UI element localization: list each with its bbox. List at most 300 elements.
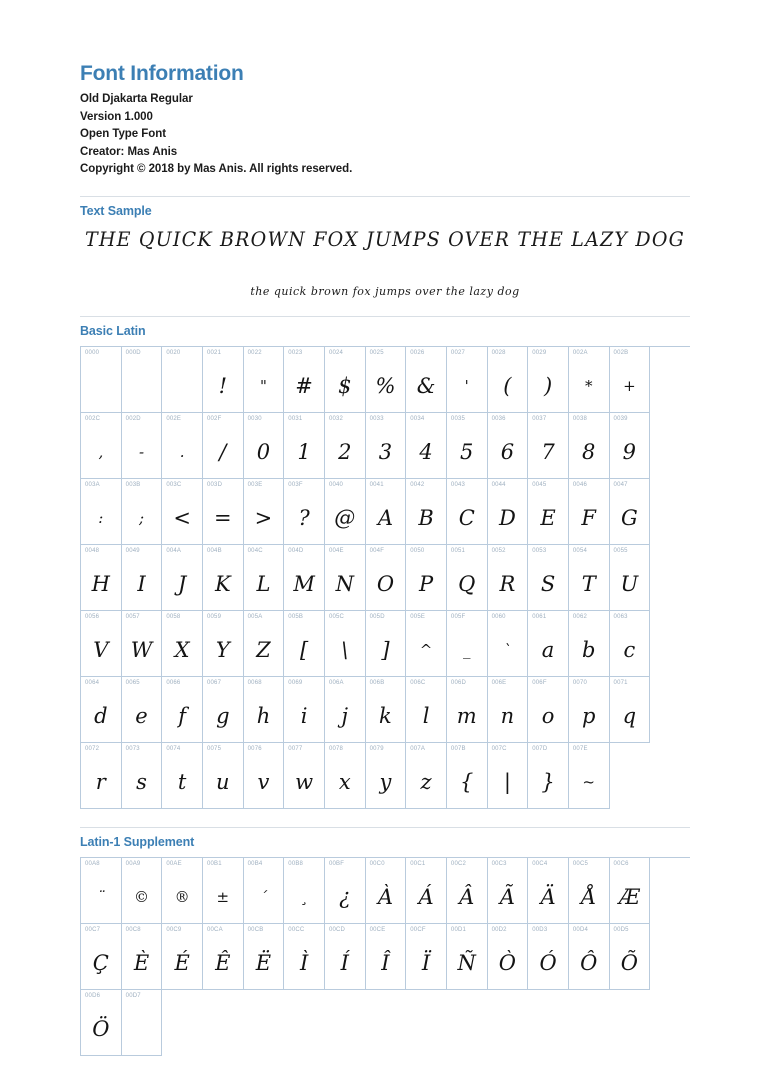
glyph-character <box>122 1007 162 1051</box>
glyph-cell[interactable] <box>284 743 325 809</box>
glyph-codepoint-label: 0072 <box>85 746 100 753</box>
glyph-cell[interactable] <box>488 413 529 479</box>
glyph-codepoint-label: 00D5 <box>613 927 629 934</box>
glyph-character: m <box>456 703 477 728</box>
glyph-cell[interactable] <box>528 677 569 743</box>
glyph-codepoint-label: 0048 <box>85 548 100 555</box>
sample-uppercase-pangram: THE QUICK BROWN FOX JUMPS OVER THE LAZY DOG <box>84 229 685 252</box>
glyph-cell[interactable] <box>447 413 488 479</box>
glyph-codepoint-label: 00D6 <box>85 993 101 1000</box>
glyph-cell[interactable] <box>81 924 122 990</box>
section-title-text-sample: Text Sample <box>80 204 152 219</box>
glyph-codepoint-label: 007E <box>572 746 588 753</box>
glyph-character: Ì <box>299 950 309 975</box>
glyph-codepoint-label: 00C1 <box>410 861 426 868</box>
glyph-cell[interactable] <box>488 545 529 611</box>
glyph-cell[interactable] <box>81 677 122 743</box>
glyph-codepoint-label: 0041 <box>369 482 384 489</box>
glyph-character: J <box>177 571 187 596</box>
glyph-codepoint-label: 0022 <box>247 350 262 357</box>
glyph-character: ® <box>174 887 190 906</box>
glyph-character: O <box>376 571 395 596</box>
glyph-codepoint-label: 0027 <box>450 350 466 357</box>
glyph-cell[interactable] <box>325 479 366 545</box>
glyph-cell[interactable] <box>366 743 407 809</box>
glyph-cell[interactable] <box>203 611 244 677</box>
glyph-cell[interactable] <box>244 479 285 545</box>
glyph-codepoint-label: 0030 <box>247 416 262 423</box>
glyph-cell[interactable] <box>162 347 203 413</box>
glyph-cell[interactable] <box>81 479 122 545</box>
glyph-cell[interactable] <box>610 858 651 924</box>
glyph-cell[interactable] <box>488 743 529 809</box>
glyph-cell[interactable] <box>366 924 407 990</box>
glyph-character: h <box>256 703 271 728</box>
glyph-cell[interactable] <box>122 924 163 990</box>
glyph-codepoint-label: 0058 <box>166 614 181 621</box>
glyph-codepoint-label: 00CC <box>288 927 305 934</box>
glyph-codepoint-label: 004F <box>369 548 385 555</box>
glyph-codepoint-label: 0055 <box>613 548 628 555</box>
font-info-header <box>80 62 690 178</box>
glyph-character: _ <box>462 640 471 659</box>
glyph-character: G <box>620 505 638 530</box>
glyph-character: Ê <box>215 950 231 975</box>
glyph-cell[interactable] <box>366 545 407 611</box>
section-title-basic-latin: Basic Latin <box>80 324 146 339</box>
glyph-cell[interactable] <box>203 545 244 611</box>
glyph-cell[interactable] <box>244 924 285 990</box>
glyph-cell[interactable] <box>610 924 651 990</box>
glyph-codepoint-label: 007A <box>410 746 426 753</box>
glyph-cell[interactable] <box>406 545 447 611</box>
glyph-cell[interactable] <box>488 611 529 677</box>
glyph-character: © <box>133 887 149 906</box>
glyph-character: C <box>458 505 475 530</box>
glyph-character: * <box>584 376 593 395</box>
glyph-character: x <box>338 769 351 794</box>
glyph-codepoint-label: 004D <box>288 548 304 555</box>
glyph-cell[interactable] <box>244 858 285 924</box>
glyph-cell[interactable] <box>366 858 407 924</box>
glyph-cell[interactable] <box>325 858 366 924</box>
glyph-character: 9 <box>622 439 637 464</box>
section-basic-latin <box>80 316 690 809</box>
glyph-codepoint-label: 00AE <box>166 861 182 868</box>
glyph-character: È <box>133 950 150 975</box>
glyph-codepoint-label: 006A <box>328 680 344 687</box>
glyph-character: k <box>379 703 392 728</box>
glyph-character: Î <box>381 950 390 975</box>
glyph-codepoint-label: 00D7 <box>125 993 141 1000</box>
glyph-character: ) <box>543 373 553 398</box>
glyph-cell[interactable] <box>528 858 569 924</box>
glyph-character: ´ <box>259 887 268 906</box>
glyph-codepoint-label: 003B <box>125 482 141 489</box>
glyph-character: c <box>623 637 636 662</box>
glyph-cell[interactable] <box>81 413 122 479</box>
glyph-cell[interactable] <box>569 347 610 413</box>
glyph-character: 4 <box>419 439 433 464</box>
glyph-codepoint-label: 0075 <box>206 746 222 753</box>
glyph-cell[interactable] <box>203 347 244 413</box>
glyph-codepoint-label: 003A <box>85 482 100 489</box>
glyph-cell[interactable] <box>406 924 447 990</box>
glyph-codepoint-label: 00B8 <box>288 861 304 868</box>
glyph-codepoint-label: 0051 <box>450 548 466 555</box>
glyph-cell[interactable] <box>162 479 203 545</box>
glyph-cell[interactable] <box>569 611 610 677</box>
glyph-cell[interactable] <box>284 924 325 990</box>
glyph-cell[interactable] <box>325 924 366 990</box>
glyph-character: i <box>300 703 308 728</box>
glyph-cell[interactable] <box>284 479 325 545</box>
glyph-character: À <box>377 884 393 909</box>
glyph-character: 1 <box>297 439 311 464</box>
glyph-character: l <box>422 703 430 728</box>
glyph-character: > <box>254 505 273 530</box>
glyph-codepoint-label: 004A <box>166 548 182 555</box>
glyph-cell[interactable] <box>406 743 447 809</box>
glyph-character: M <box>293 571 315 596</box>
text-sample-block <box>80 229 690 298</box>
glyph-cell[interactable] <box>162 858 203 924</box>
glyph-character: = <box>213 505 232 530</box>
glyph-cell[interactable] <box>366 677 407 743</box>
glyph-codepoint-label: 00A8 <box>85 861 100 868</box>
glyph-cell[interactable] <box>366 413 407 479</box>
glyph-cell[interactable] <box>203 479 244 545</box>
glyph-cell[interactable] <box>528 545 569 611</box>
glyph-cell[interactable] <box>162 924 203 990</box>
glyph-character <box>81 364 121 408</box>
glyph-character: , <box>98 442 104 461</box>
glyph-cell[interactable] <box>447 743 488 809</box>
glyph-cell[interactable] <box>610 479 651 545</box>
glyph-cell[interactable] <box>569 545 610 611</box>
glyph-codepoint-label: 00C4 <box>532 861 548 868</box>
glyph-character: W <box>130 637 153 662</box>
glyph-cell[interactable] <box>447 924 488 990</box>
glyph-cell[interactable] <box>203 677 244 743</box>
glyph-grid-basic-latin <box>80 346 690 809</box>
glyph-cell[interactable] <box>122 545 163 611</box>
glyph-codepoint-label: 0066 <box>166 680 181 687</box>
glyph-codepoint-label: 00D4 <box>572 927 589 934</box>
glyph-cell[interactable] <box>122 479 163 545</box>
glyph-cell[interactable] <box>610 347 651 413</box>
glyph-codepoint-label: 00C5 <box>572 861 589 868</box>
glyph-character: ! <box>218 373 228 398</box>
glyph-cell[interactable] <box>162 413 203 479</box>
glyph-character: F <box>581 505 596 530</box>
glyph-codepoint-label: 00C0 <box>369 861 385 868</box>
glyph-codepoint-label: 0025 <box>369 350 384 357</box>
glyph-codepoint-label: 0028 <box>491 350 506 357</box>
glyph-codepoint-label: 004B <box>206 548 222 555</box>
glyph-codepoint-label: 0074 <box>166 746 181 753</box>
glyph-codepoint-label: 0044 <box>491 482 506 489</box>
glyph-codepoint-label: 0070 <box>572 680 588 687</box>
glyph-codepoint-label: 005A <box>247 614 263 621</box>
glyph-character: Æ <box>618 884 640 909</box>
glyph-cell[interactable] <box>122 743 163 809</box>
glyph-character: É <box>174 950 190 975</box>
glyph-cell[interactable] <box>366 479 407 545</box>
glyph-cell[interactable] <box>488 677 529 743</box>
glyph-character <box>122 364 162 408</box>
glyph-cell[interactable] <box>325 347 366 413</box>
glyph-cell[interactable] <box>162 743 203 809</box>
glyph-character: j <box>341 703 349 728</box>
glyph-cell[interactable] <box>406 858 447 924</box>
glyph-character: N <box>335 571 354 596</box>
glyph-codepoint-label: 007D <box>532 746 548 753</box>
glyph-cell[interactable] <box>569 677 610 743</box>
glyph-codepoint-label: 0060 <box>491 614 506 621</box>
section-divider <box>80 196 690 197</box>
glyph-cell[interactable] <box>81 545 122 611</box>
glyph-codepoint-label: 0043 <box>450 482 466 489</box>
glyph-cell[interactable] <box>569 858 610 924</box>
glyph-character: b <box>581 637 596 662</box>
font-copyright-line: Copyright © 2018 by Mas Anis. All rights reserved. <box>80 163 353 176</box>
glyph-cell[interactable] <box>81 347 122 413</box>
glyph-cell[interactable] <box>406 347 447 413</box>
glyph-character: Â <box>459 884 475 909</box>
glyph-character: o <box>541 703 555 728</box>
glyph-cell[interactable] <box>162 545 203 611</box>
glyph-cell[interactable] <box>284 858 325 924</box>
glyph-cell[interactable] <box>488 858 529 924</box>
glyph-codepoint-label: 00D3 <box>532 927 548 934</box>
glyph-cell[interactable] <box>325 743 366 809</box>
glyph-character: Å <box>581 884 597 909</box>
glyph-cell[interactable] <box>528 347 569 413</box>
glyph-character: + <box>623 376 636 395</box>
glyph-character: . <box>179 442 185 461</box>
glyph-character: Ä <box>540 884 556 909</box>
glyph-cell[interactable] <box>569 413 610 479</box>
glyph-cell[interactable] <box>447 545 488 611</box>
glyph-cell[interactable] <box>406 677 447 743</box>
glyph-cell[interactable] <box>528 743 569 809</box>
glyph-codepoint-label: 0024 <box>328 350 344 357</box>
glyph-codepoint-label: 0045 <box>532 482 547 489</box>
glyph-codepoint-label: 0050 <box>410 548 425 555</box>
glyph-character: p <box>581 703 596 728</box>
glyph-cell[interactable] <box>162 677 203 743</box>
glyph-codepoint-label: 0076 <box>247 746 262 753</box>
glyph-cell[interactable] <box>610 611 651 677</box>
glyph-cell[interactable] <box>244 743 285 809</box>
glyph-character: v <box>257 769 270 794</box>
glyph-character: @ <box>334 505 356 530</box>
glyph-character: [ <box>300 637 309 662</box>
glyph-character: Ñ <box>457 950 476 975</box>
glyph-cell[interactable] <box>325 413 366 479</box>
glyph-codepoint-label: 002A <box>572 350 588 357</box>
glyph-cell[interactable] <box>81 743 122 809</box>
glyph-cell[interactable] <box>244 677 285 743</box>
glyph-cell[interactable] <box>244 413 285 479</box>
glyph-cell[interactable] <box>488 479 529 545</box>
glyph-cell[interactable] <box>406 413 447 479</box>
glyph-cell[interactable] <box>488 924 529 990</box>
glyph-character: X <box>174 637 190 662</box>
glyph-character: 6 <box>500 439 515 464</box>
glyph-cell[interactable] <box>569 479 610 545</box>
glyph-codepoint-label: 00B4 <box>247 861 263 868</box>
glyph-codepoint-label: 0032 <box>328 416 344 423</box>
glyph-codepoint-label: 005F <box>450 614 466 621</box>
glyph-cell[interactable] <box>122 990 163 1056</box>
glyph-codepoint-label: 0068 <box>247 680 262 687</box>
glyph-cell[interactable] <box>447 479 488 545</box>
glyph-cell[interactable] <box>528 479 569 545</box>
glyph-codepoint-label: 0079 <box>369 746 384 753</box>
glyph-codepoint-label: 004E <box>328 548 344 555</box>
glyph-character: Y <box>215 637 230 662</box>
glyph-codepoint-label: 0056 <box>85 614 100 621</box>
glyph-character: ` <box>503 640 512 659</box>
glyph-codepoint-label: 0065 <box>125 680 140 687</box>
glyph-codepoint-label: 0049 <box>125 548 140 555</box>
glyph-codepoint-label: 00CA <box>206 927 223 934</box>
glyph-character: Á <box>418 884 434 909</box>
glyph-character: D <box>498 505 516 530</box>
glyph-cell[interactable] <box>569 924 610 990</box>
glyph-character: - <box>138 442 145 461</box>
glyph-codepoint-label: 0046 <box>572 482 588 489</box>
glyph-cell[interactable] <box>406 479 447 545</box>
glyph-character: Q <box>458 571 476 596</box>
glyph-cell[interactable] <box>447 347 488 413</box>
glyph-codepoint-label: 00A9 <box>125 861 141 868</box>
glyph-cell[interactable] <box>284 677 325 743</box>
glyph-codepoint-label: 00C9 <box>166 927 182 934</box>
glyph-cell[interactable] <box>325 545 366 611</box>
glyph-cell[interactable] <box>447 611 488 677</box>
glyph-character: 0 <box>256 439 271 464</box>
glyph-cell[interactable] <box>366 347 407 413</box>
glyph-character: y <box>379 769 392 794</box>
glyph-codepoint-label: 0035 <box>450 416 466 423</box>
glyph-cell[interactable] <box>325 677 366 743</box>
glyph-cell[interactable] <box>81 858 122 924</box>
glyph-cell[interactable] <box>366 611 407 677</box>
sample-lowercase-pangram: the quick brown fox jumps over the lazy dog <box>250 285 520 299</box>
glyph-cell[interactable] <box>122 413 163 479</box>
glyph-cell[interactable] <box>284 545 325 611</box>
glyph-codepoint-label: 006F <box>532 680 547 687</box>
glyph-cell[interactable] <box>447 858 488 924</box>
glyph-character: { <box>460 769 474 794</box>
glyph-character: z <box>420 769 432 794</box>
glyph-character: 5 <box>460 439 474 464</box>
glyph-codepoint-label: 0052 <box>491 548 506 555</box>
glyph-cell[interactable] <box>203 743 244 809</box>
glyph-codepoint-label: 0053 <box>532 548 547 555</box>
font-format-line: Open Type Font <box>80 128 166 141</box>
glyph-character: # <box>295 373 313 398</box>
glyph-cell[interactable] <box>528 924 569 990</box>
glyph-character: $ <box>338 373 352 398</box>
glyph-cell[interactable] <box>569 743 610 809</box>
glyph-codepoint-label: 0063 <box>613 614 628 621</box>
glyph-cell[interactable] <box>284 347 325 413</box>
glyph-cell[interactable] <box>528 413 569 479</box>
glyph-codepoint-label: 003D <box>206 482 223 489</box>
glyph-cell[interactable] <box>122 611 163 677</box>
glyph-cell[interactable] <box>244 611 285 677</box>
glyph-character: r <box>95 769 106 794</box>
glyph-cell[interactable] <box>325 611 366 677</box>
glyph-cell[interactable] <box>244 545 285 611</box>
glyph-cell[interactable] <box>122 858 163 924</box>
glyph-codepoint-label: 00CF <box>410 927 426 934</box>
glyph-cell[interactable] <box>203 924 244 990</box>
glyph-codepoint-label: 00C7 <box>85 927 101 934</box>
glyph-character: Ô <box>580 950 598 975</box>
glyph-cell[interactable] <box>610 545 651 611</box>
glyph-cell[interactable] <box>406 611 447 677</box>
glyph-codepoint-label: 006C <box>410 680 426 687</box>
glyph-character: I <box>137 571 146 596</box>
glyph-cell[interactable] <box>122 347 163 413</box>
glyph-cell[interactable] <box>528 611 569 677</box>
glyph-cell[interactable] <box>81 611 122 677</box>
glyph-character: ? <box>298 505 310 530</box>
glyph-character: s <box>136 769 147 794</box>
font-name-line: Old Djakarta Regular <box>80 93 193 106</box>
glyph-cell[interactable] <box>203 858 244 924</box>
glyph-codepoint-label: 005D <box>369 614 385 621</box>
glyph-codepoint-label: 002E <box>166 416 182 423</box>
glyph-codepoint-label: 0061 <box>532 614 547 621</box>
glyph-cell[interactable] <box>610 677 651 743</box>
glyph-codepoint-label: 00CD <box>328 927 346 934</box>
section-text-sample <box>80 196 690 298</box>
glyph-cell[interactable] <box>284 611 325 677</box>
glyph-cell[interactable] <box>162 611 203 677</box>
glyph-cell[interactable] <box>244 347 285 413</box>
section-title-latin-1-supplement: Latin-1 Supplement <box>80 835 195 850</box>
glyph-codepoint-label: 007C <box>491 746 507 753</box>
font-version-line: Version 1.000 <box>80 110 153 123</box>
glyph-cell[interactable] <box>488 347 529 413</box>
glyph-cell[interactable] <box>610 413 651 479</box>
section-divider <box>80 316 690 317</box>
glyph-codepoint-label: 0067 <box>206 680 222 687</box>
glyph-cell[interactable] <box>447 677 488 743</box>
glyph-character: Ç <box>92 950 109 975</box>
glyph-character: 8 <box>582 439 596 464</box>
glyph-character: f <box>178 703 187 728</box>
glyph-cell[interactable] <box>81 990 122 1056</box>
glyph-codepoint-label: 00CB <box>247 927 264 934</box>
section-divider <box>80 827 690 828</box>
glyph-codepoint-label: 00CE <box>369 927 386 934</box>
glyph-character: % <box>375 373 396 398</box>
glyph-cell[interactable] <box>122 677 163 743</box>
glyph-codepoint-label: 002D <box>125 416 141 423</box>
glyph-cell[interactable] <box>203 413 244 479</box>
glyph-cell[interactable] <box>284 413 325 479</box>
glyph-character: T <box>581 571 596 596</box>
glyph-character: ¿ <box>339 884 351 909</box>
glyph-character: n <box>500 703 515 728</box>
